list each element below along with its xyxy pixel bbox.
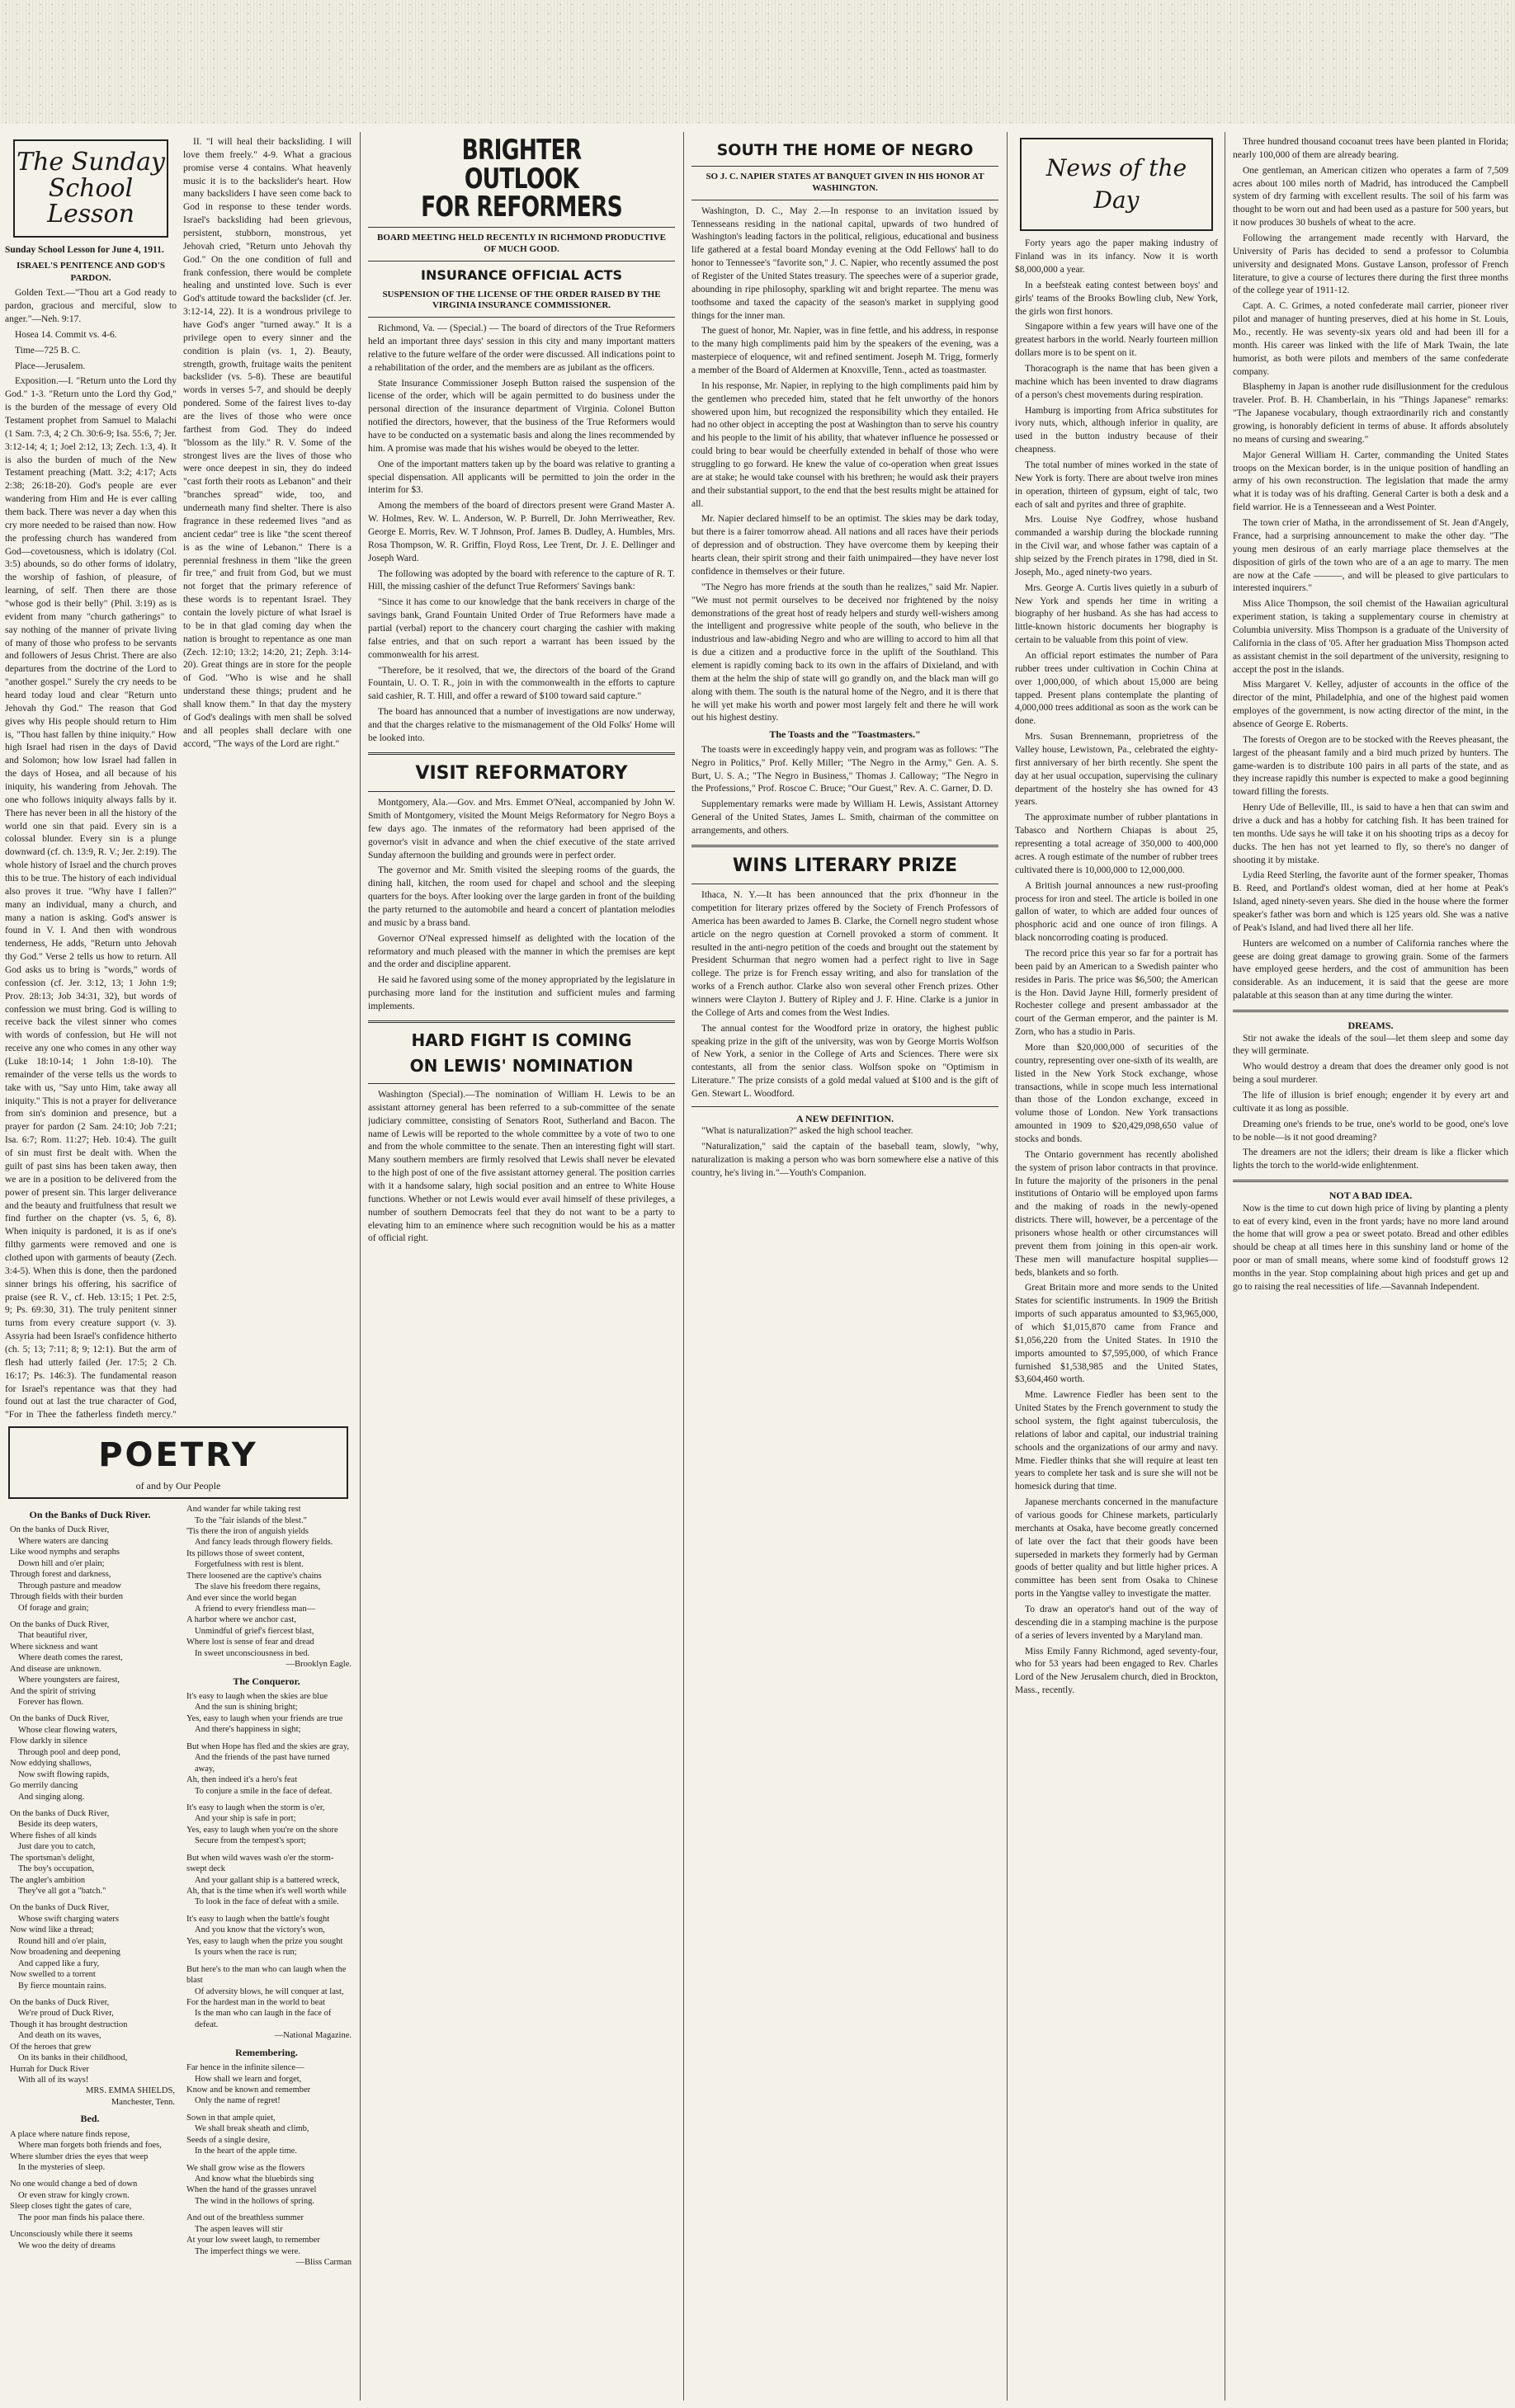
- verse-line: Ah, that is the time when it's well worth while: [186, 1887, 347, 1897]
- dream-item: Who would destroy a dream that does the dreamer only good is not being a soul murderer.: [1233, 1062, 1508, 1086]
- south-p4: Mr. Napier declared himself to be an optimist. The skies may be dark today, but there is a fairer tomorrow ahead. All nations and all races have their periods of depression and of obstruction. They have overcome them by keeping their hearts clean, their spirit strong and their faith unimpaired—they have never lost confidence in themselves or their future.: [691, 514, 998, 577]
- verse-line: The poor man finds his palace there.: [18, 2212, 145, 2222]
- south-heading: SOUTH THE HOME OF NEGRO: [716, 141, 974, 159]
- news-item: The town crier of Matha, in the arrondissement of St. Jean d'Angely, France, had a surprising announcement to make the other day. "The young men desirous of an early marriage place themselves at the disposition of girls of the town who are of a an age to marry. The men are now at the Cafe ———, and will be pleased to give particulars to interested inquirers.": [1233, 518, 1508, 594]
- brighter-p8: The board has announced that a number of investigations are now underway, and that the charges relative to the mismanagement of the Old Folks' Home will be looked into.: [368, 707, 675, 743]
- verse-line: To the "fair islands of the blest.": [195, 1515, 307, 1525]
- poem-conq-sig: —National Magazine.: [274, 2031, 352, 2041]
- verse-line: The imperfect things we were.: [195, 2246, 300, 2256]
- dreams-heading: DREAMS.: [1347, 1020, 1394, 1031]
- ssl-title-2: School Lesson: [47, 173, 135, 229]
- verse-line: When the hand of the grasses unravel: [186, 2185, 317, 2195]
- column-news-cont: [1233, 136, 1508, 2396]
- verse-line: In the heart of the apple time.: [195, 2146, 297, 2156]
- verse-line: With all of its ways!: [18, 2076, 89, 2085]
- news-item: Blasphemy in Japan is another rude disillusionment for the credulous traveler. Prof. B. H. Chamberlain, in his "Things Japanese" remarks: "The Japanese vocabulary, though extraordinarily rich and constantly growing, is honorably deficient in terms of abuse. It affords absolutely no means of cursing and swearing.": [1233, 382, 1508, 445]
- verse-line: And capped like a fury,: [18, 1958, 100, 1968]
- verse-line: And the friends of the past have turned away,: [195, 1753, 330, 1774]
- poem-bed-cont: [182, 1504, 352, 1659]
- poem-rem: [182, 2062, 352, 2257]
- verse-line: They've all got a "batch.": [18, 1887, 106, 1897]
- visit-p3: Governor O'Neal expressed himself as delighted with the location of the reformatory and much pleased with the manner in which the premises are kept and the order and discipline apparent.: [368, 933, 675, 970]
- news-item: A British journal announces a new rust-proofing process for iron and steel. The article is boiled in one gallon of water, to which are added four ounces of phosphoric acid and one ounce of iron filings. A black noncorroding coating is produced.: [1015, 880, 1218, 944]
- verse-line: For the hardest man in the world to beat: [186, 1997, 325, 2007]
- verse-line: On the banks of Duck River,: [10, 1714, 110, 1724]
- verse-line: But here's to the man who can laugh when the blast: [186, 1964, 347, 1986]
- wins-heading: WINS LITERARY PRIZE: [732, 855, 958, 876]
- verse-line: Unconsciously while there it seems: [10, 2230, 133, 2240]
- verse-line: That beautiful river,: [18, 1631, 87, 1641]
- poetry-title: POETRY: [98, 1436, 258, 1475]
- news-item: The record price this year so far for a portrait has been paid by an American to a Swedish painter who resides in Paris. The price was $6,500; the American is the Hon. David Jayne Hill, formerly president of Rochester college and present ambassador at the court of the German emperor, and the painter is M. Zorn, who has a studio in Paris.: [1015, 948, 1218, 1038]
- brighter-p5: The following was adopted by the board with reference to the capture of R. T. Hill, the missing cashier of the defunct True Reformers' Savings bank:: [368, 568, 675, 592]
- news-items: [1015, 238, 1218, 1698]
- news-item: Japanese merchants concerned in the manufacture of various goods for Chinese markets, particularly merchants at Osaka, have become greatly concerned of late over the fact that their goods have been superseded in markets they formerly had by German goods of better quality and but little higher prices. A committee has been sent from Osaka to Chinese ports in the Yangtse valley to investigate the matter.: [1015, 1497, 1218, 1600]
- verse-line: And the spirit of striving: [10, 1686, 96, 1696]
- column-rule: [683, 132, 684, 2401]
- news-item: To draw an operator's hand out of the way of descending die in a stamping machine is the purpose of a series of levers invented by a Maryland man.: [1015, 1605, 1218, 1641]
- verse-line: On the banks of Duck River,: [10, 1525, 110, 1535]
- visit-p2: The governor and Mr. Smith visited the sleeping rooms of the guards, the dining hall, kitchen, the room used for chapel and school and the sleeping quarters for the boys. After looking over the large garden in front of the building the party returned to the automobile and heard a concert of plantation melodies and music by a brass band.: [368, 865, 675, 928]
- ssl-time: Time—725 B. C.: [15, 345, 81, 356]
- verse-line: Of the heroes that grew: [10, 2042, 92, 2052]
- verse-line: And know what the bluebirds sing: [195, 2175, 314, 2184]
- verse-line: Know and be known and remember: [186, 2085, 311, 2095]
- verse-line: Beside its deep waters,: [18, 1820, 98, 1830]
- hard-p1: Washington (Special).—The nomination of William H. Lewis to be an assistant attorney general has been referred to a sub-committee of the senate judiciary committee, consisting of Senators Root, Sutherland and Bacon. The name of Lewis will be reported to the whole committee by a vote of two to one and from the whole committee to the senate. Then an interesting fight will start. Many southern members are firmly resolved that Lewis shall never be elevated to the high post of one of the five assistant attorney general. The position carries with it a handsome salary, high social position and an entree to White House functions. Whether or not Lewis would ever avail himself of these privileges, a number of southern Democrats feel that they do not want to be a party to elevating him to an eminence where such recognition would be his as a matter of official right.: [368, 1090, 675, 1244]
- ssl-heading: ISRAEL'S PENITENCE AND GOD'S PARDON.: [16, 260, 166, 284]
- brighter-h3: INSURANCE OFFICIAL ACTS: [420, 266, 622, 283]
- verse-line: Where slumber dries the eyes that weep: [10, 2151, 149, 2161]
- verse-line: Now swift flowing rapids,: [18, 1769, 110, 1779]
- news-item: More than $20,000,000 of securities of the country, representing over one-sixth of its wealth, are listed in the New York Stock exchange, whose transactions, while in scope much less international than those of the London exchange, exceed in volume those of London. New York transactions amounted in 1909 to $20,429,098,650 value of stocks and bonds.: [1015, 1042, 1218, 1144]
- verse-line: On its banks in their childhood,: [18, 2053, 128, 2063]
- south-p5: "The Negro has more friends at the south than he realizes," said Mr. Napier. "We must not permit ourselves to be deceived nor frightened by the noisy demonstrations of the great host of ready helpers and sturdy well-wishers among the intelligent and progressive white people of the south, who believe in the industrious and law-abiding Negro and who are willing to accord to him all that is due a citizen and a productive force in the uplift of the Southland. This element is rapidly coming back to its own in the affairs of Dixieland, and with them at the helm the ship of state will go grandly on, and the black man will go along with them. The south is the natural home of the Negro, and it is there that he will yet make his worth and power most largely felt and there he will work out his highest destiny.: [691, 582, 998, 723]
- verse-line: We shall break sheath and climb,: [195, 2124, 309, 2134]
- news-item: Miss Alice Thompson, the soil chemist of the Hawaiian agricultural experiment station, is taking a supplementary course in chemistry at Columbia university. Miss Thompson is a graduate of the University of California in the class of '05. After her graduation Miss Thompson acted as assistant chemist in the soil department of the university, resigning to accept the post in the islands.: [1233, 599, 1508, 675]
- verse-line: Of adversity blows, he will conquer at last,: [195, 1986, 344, 1996]
- column-sunday-school: [5, 136, 352, 2396]
- def-p1: "What is naturalization?" asked the high school teacher.: [701, 1126, 913, 1137]
- ssl-place: Place—Jerusalem.: [15, 360, 86, 371]
- verse-line: How shall we learn and forget,: [195, 2074, 302, 2084]
- verse-line: By fierce mountain rains.: [18, 1981, 106, 1991]
- verse-line: The slave his freedom there regains,: [195, 1582, 321, 1592]
- verse-line: And the sun is shining bright;: [195, 1703, 298, 1713]
- news-title-box: [1020, 138, 1213, 231]
- dreams-items: [1233, 1033, 1508, 1174]
- wins-p2: The annual contest for the Woodford prize in oratory, the highest public speaking prize in the gift of the university, was won by George Morris Wolfson of New York, a senior in the College of Arts and Sciences. There were six contestants, all from the senior class. Wolfson spoke on "Optimism in Literature." The prize consists of a gold medal valued at $100 and is the gift of Gen. Stewart L. Woodford.: [691, 1023, 998, 1100]
- verse-line: Far hence in the infinite silence—: [186, 2063, 304, 2073]
- visit-heading: VISIT REFORMATORY: [415, 762, 628, 784]
- dream-item: The life of illusion is brief enough; engender it by every art and cultivate it as long as possible.: [1233, 1090, 1508, 1114]
- verse-line: And disease are unknown.: [10, 1664, 101, 1674]
- verse-line: The angler's ambition: [10, 1875, 86, 1885]
- dream-item: The dreamers are not the idlers; their dream is like a flicker which lights the torch to the world-wide enlightenment.: [1233, 1147, 1508, 1171]
- verse-line: And singing along.: [18, 1792, 85, 1802]
- brighter-p4: Among the members of the board of directors present were Grand Master A. W. Holmes, Rev. W. L. Anderson, W. P. Burrell, Dr. John Merriweather, Rev. George E. Morris, Rev. W. T Johnson, Prof. James B. Dudley, A. Humbles, Mrs. Rosa Thompson, W. R. Griffin, Floyd Ross, Lee Trent, Dr. J. E. Dellinger and Joseph Ward.: [368, 501, 675, 563]
- verse-line: Now eddying shallows,: [10, 1759, 92, 1769]
- notbad-text: Now is the time to cut down high price of living by planting a plenty to eat of every kind, even in the front yards; have no more land around the home that will grow a pea or sweet potato. Bread and other edibles should be cheap at all times here in this sunshiny land or home of the poor or man of small means, where some kind of foodstuff grows 12 months in the year. Stop complaining about high prices and get up and go to raising the real necessities of life.—Savannah Independent.: [1233, 1203, 1508, 1292]
- brighter-deck: BOARD MEETING HELD RECENTLY IN RICHMOND PRODUCTIVE OF MUCH GOOD.: [376, 233, 666, 254]
- verse-line: Where fishes of all kinds: [10, 1831, 97, 1840]
- poetry-col-left: [5, 1504, 175, 2268]
- verse-line: On the banks of Duck River,: [10, 1903, 110, 1913]
- poetry-sub: of and by Our People: [135, 1479, 221, 1491]
- news-item: The forests of Oregon are to be stocked with the Reeves pheasant, the largest of the pheasant family and a bird much prized by hunters. The game-warden is to distribute 100 pairs in all parts of the state, and as they increase rapidly this number is expected to make a good beginning toward filling the forests.: [1233, 734, 1508, 798]
- column-rule: [1007, 132, 1008, 2401]
- def-p2: "Naturalization," said the captain of the baseball team, slowly, "why, naturalization is making a person who was born somewhere else a native of this country, he's living in."—Youth's Companion.: [691, 1142, 998, 1179]
- verse-line: Go merrily dancing: [10, 1781, 78, 1791]
- verse-line: And fancy leads through flowery fields.: [195, 1538, 333, 1548]
- news-title: News of the Day: [1045, 154, 1187, 214]
- verse-line: Through pool and deep pond,: [18, 1747, 120, 1757]
- brighter-p1: Richmond, Va. — (Special.) — The board of directors of the True Reformers held an important three days' session in this city and many important matters relative to the future welfare of the order were discussed. All indications point to a rehabilitation of the order, and the members are as jubilant as the officers.: [368, 323, 675, 373]
- brighter-p6: "Since it has come to our knowledge that the bank receivers in charge of the savings bank, Grand Fountain United Order of True Reformers have made a partial (verbal) report to the chancery court charging the cashier with making false entries, and that on such report a warrant has been issued by the commonwealth for his arrest.: [368, 597, 675, 660]
- brighter-p7: "Therefore, be it resolved, that we, the directors of the board of the Grand Fountain, U. O. T. R., join in with the commonwealth in the efforts to capture said cashier, R. T. Hill, and offer a reward of $100 toward said capture.": [368, 665, 675, 702]
- verse-line: 'Tis there the iron of anguish yields: [186, 1526, 309, 1536]
- verse-line: And there's happiness in sight;: [195, 1725, 301, 1735]
- news-item: Lydia Reed Sterling, the favorite aunt of the former speaker, Thomas B. Reed, and Portland's oldest woman, died at her home at Peak's Island, aged ninety-seven years. She died in the house where the former speaker's father was born and which is 125 years old. She was a native of Peak's Island, and had lived there all her life.: [1233, 870, 1508, 933]
- verse-line: Sleep closes tight the gates of care,: [10, 2202, 132, 2212]
- news-item: Mrs. Susan Brennemann, proprietress of the Valley house, Lewistown, Pa., celebrated the eighty-first anniversary of her birth recently. She spent the day at her usual occupation, supervising the culinary department of the hostelry she has owned for 43 years.: [1015, 732, 1218, 808]
- poem-bed-title: Bed.: [80, 2113, 100, 2125]
- verse-line: And out of the breathless summer: [186, 2213, 304, 2223]
- verse-line: No one would change a bed of down: [10, 2179, 138, 2189]
- verse-line: We shall grow wise as the flowers: [186, 2163, 305, 2173]
- verse-line: We woo the deity of dreams: [18, 2241, 116, 2250]
- poem-rem-title: Remembering.: [235, 2046, 298, 2058]
- ssl-p2: II. "I will heal their backsliding. I will love them freely." 4-9. What a gracious promise verse 4 contains. What heavenly music it is to the backslider's heart. How many backsliders I have seen come back to God in response to these tender words. Israel's backsliding had been grievous, persistent, stubborn, monstrous, yet Jehovah cried, "Return unto Jehovah thy God." On the one condition of full and frank confession, there would be complete healing and unstinted love. Such is ever God's attitude toward the backslider (cf. Jer. 3:12-14, 22). It is a wondrous privilege to have God's anger "turned away." It is a privilege open to every sinner and the condition is plain (vs. 1, 2). Beauty, strength, growth, fruitage waits the penitent backslider (vs. 5-8). These are beautiful words in verses 5-7, and should be deeply pondered. Some of the fairest lives to-day are the lives of those who were once farthest from God. They do indeed "blossom as the lily." R. V. Some of the strongest lives are the lives of those who were once deepest in sin, they do indeed "cast forth their roots as Lebanon" and their "branches spread" wide, too, and underneath many find shelter. There is also fragrance in these redeemed lives "and as ancient cedar" tree is like "the scent thereof is as the wine of Lebanon." There is a perennial freshness in them "like the green fir tree," and fruit from God, but we must not forget that the primary reference of these words is to repentant Israel. They contain the lovely picture of what Israel is to be in that glad coming day when the nation is brought to repentance as one man (Zech. 12:10; 13:2; 14:20, 21; Zeph. 3:14-20). Great things are in store for the people of God. "Who is wise and he shall understand these things; prudent and he shall know them." In that day the mystery of God's dealings with men shall be solved and all peoples shall declare with one accord, "The ways of the Lord are right.": [183, 137, 352, 749]
- verse-line: Whose clear flowing waters,: [18, 1725, 118, 1735]
- verse-line: Though it has brought destruction: [10, 2019, 128, 2029]
- verse-line: Is the man who can laugh in the face of defeat.: [195, 2009, 332, 2029]
- verse-line: Yes, easy to laugh when you're on the shore: [186, 1825, 338, 1835]
- verse-line: Round hill and o'er plain,: [18, 1936, 106, 1946]
- visit-p4: He said he favored using some of the money appropriated by the legislature in purchasing more land for the institution and sufficient mules and farming implements.: [368, 975, 675, 1011]
- news-item: Major General William H. Carter, commanding the United States troops on the Mexican border, is in the unique position of handling an army of his own reconstruction. The legislation that made the army what it is today was of his drafting. General Carter is both a desk and a field warrior. He is a Tennesseean and a West Pointer.: [1233, 450, 1508, 513]
- news-item: An official report estimates the number of Para rubber trees under cultivation in Cochin China at over 1,000,000, of which about 15,000 are being tapped. Present plans contemplate the planting of 4,000,000 trees additional as soon as the work can be done.: [1015, 651, 1218, 727]
- verse-line: Now broadening and deepening: [10, 1948, 120, 1958]
- poem-bed: [5, 2129, 175, 2251]
- poem-duck: [5, 1524, 175, 2085]
- verse-line: Seeds of a single desire,: [186, 2135, 271, 2145]
- poem-rem-sig: —Bliss Carman: [295, 2258, 352, 2268]
- verse-line: The sportsman's delight,: [10, 1853, 95, 1863]
- verse-line: And your gallant ship is a battered wreck,: [195, 1875, 340, 1885]
- news-item: Henry Ude of Belleville, Ill., is said to have a hen that can swim and drive a duck and has a hobby for catching fish. It has been trained for ten months. Ude says he will take it on his shooting trips as a decoy for ducks. The hen has not yet learned to fly, so there's no danger of shooting it by mistake.: [1233, 803, 1508, 865]
- verse-line: Hurrah for Duck River: [10, 2064, 89, 2074]
- verse-line: Where waters are dancing: [18, 1536, 109, 1546]
- def-heading: A NEW DEFINITION.: [795, 1112, 894, 1124]
- news-item: Hunters are welcomed on a number of California ranches where the geese are doing great damage to growing grain. Some of the farmers have employed geese herders, and the cost of ammunition has been considerable. As an inducement, it is said that the geese are more palatable at this season than at any time during the winter.: [1233, 938, 1508, 1001]
- poem-conq-title: The Conqueror.: [233, 1675, 300, 1687]
- verse-line: Just dare you to catch,: [18, 1842, 96, 1852]
- verse-line: We're proud of Duck River,: [18, 2009, 114, 2019]
- verse-line: Through fields with their burden: [10, 1592, 124, 1602]
- news-item: Miss Margaret V. Kelley, adjuster of accounts in the office of the director of the mint, Philadelphia, and one of the highest paid women employes of the government, is now acting director of the mint, in the absence of George E. Roberts.: [1233, 680, 1508, 729]
- ssl-sub: Sunday School Lesson for June 4, 1911.: [5, 245, 164, 255]
- ssl-hosea: Hosea 14. Commit vs. 4-6.: [15, 329, 117, 340]
- poem-conq: [182, 1691, 352, 2030]
- verse-line: It's easy to laugh when the battle's fought: [186, 1914, 330, 1924]
- brighter-h2: FOR REFORMERS: [421, 191, 622, 224]
- verse-line: Secure from the tempest's sport;: [195, 1836, 306, 1846]
- dream-item: Stir not awake the ideals of the soul—let them sleep and some day they will germinate.: [1233, 1033, 1508, 1057]
- verse-line: The wind in the hollows of spring.: [195, 2196, 314, 2206]
- wins-p1: Ithaca, N. Y.—It has been announced that the prix d'honneur in the competition for literary prizes offered by the Society of French Professors of America has been awarded to James B. Clarke, the Cornell negro student whose article on the negro question at Cornell provoked a storm of comment. It resulted in the anti-negro petition of the coeds and brought out the statement by President Schurman that negro women had a perfect right to live in Sage college. The prize is for French essay writing, and also for translation of the works of a French author. Clarke also won several other French prizes. Other winners were Clayton J. Buttery of Ripley and J. F. Hine. Clarke is a junior in the College of Arts and comes from the West Indies.: [691, 890, 998, 1018]
- verse-line: Where youngsters are fairest,: [18, 1675, 120, 1685]
- masthead-texture: [0, 0, 1515, 124]
- verse-line: Through pasture and meadow: [18, 1581, 122, 1590]
- news-item: One gentleman, an American citizen who operates a farm of 7,509 acres about 100 miles north of Madrid, has introduced the Campbell system of dry farming with excellent results. The soil of his farm was thought to be worn out and had been used as a pasture for 500 years, but it now produces 30 bushels of wheat to the acre.: [1233, 165, 1508, 229]
- verse-line: And you know that the victory's won,: [195, 1925, 325, 1935]
- verse-line: Where sickness and want: [10, 1642, 98, 1652]
- verse-line: Forgetfulness with rest is blent.: [195, 1560, 304, 1570]
- verse-line: Its pillows those of sweet content,: [186, 1548, 304, 1558]
- verse-line: On the banks of Duck River,: [10, 1808, 110, 1818]
- verse-line: Now swelled to a torrent: [10, 1970, 96, 1980]
- news-item: Mrs. Louise Nye Godfrey, whose husband commanded a warship during the blockade running in the Civil war, and whose father was captain of a ship seized by the French pirates in 1798, died in St. Joseph, Mo., aged ninety-two years.: [1015, 515, 1218, 577]
- verse-line: At your low sweet laugh, to remember: [186, 2236, 320, 2245]
- verse-line: On the banks of Duck River,: [10, 1997, 110, 2007]
- verse-line: And wander far while taking rest: [186, 1505, 301, 1515]
- verse-line: But when wild waves wash o'er the storm-swept deck: [186, 1853, 334, 1874]
- verse-line: Where lost is sense of fear and dread: [186, 1638, 314, 1647]
- verse-line: Whose swift charging waters: [18, 1914, 119, 1924]
- verse-line: It's easy to laugh when the skies are blue: [186, 1692, 328, 1702]
- news-item: Great Britain more and more sends to the United States for scientific instruments. In 1909 the British imports of such apparatus amounted to $3,965,000, of which $1,015,870 came from France and $1,056,220 from the United States. In 1910 the imports amounted to $7,595,000, of which France furnished $1,538,985 and the United States, $3,604,460 worth.: [1015, 1283, 1218, 1385]
- hard-h1: HARD FIGHT IS COMING: [411, 1030, 632, 1050]
- news-item: Three hundred thousand cocoanut trees have been planted in Florida; nearly 100,000 of them are already bearing.: [1233, 137, 1508, 160]
- verse-line: In the mysteries of sleep.: [18, 2163, 106, 2172]
- south-p1: Washington, D. C., May 2.—In response to an invitation issued by Tennesseans residing in the national capital, upwards of two hundred of Washington's leading factors in the political, religious, educational and business life gathered at a festal board Monday evening at the Odd Fellows' hall to do honor to Tennessee's "favorite son," J. C. Napier, who recently assumed the post of Register of the United States treasury. The speeches were of a superior grade, abounding in ripe philosophy, sparkling wit and bright repartee. The menu was toothsome and taxed the capacity of the season's market in supplying good things for the inner man.: [691, 205, 998, 321]
- news-item: Following the arrangement made recently with Harvard, the University of Paris has decided to send a professor to Columbia university and designated Mons. Gustave Lanson, professor of French literature, to give a course of lectures there during the first three months of the college year of 1911-12.: [1233, 233, 1508, 296]
- verse-line: Like wood nymphs and seraphs: [10, 1548, 120, 1557]
- brighter-deck2: SUSPENSION OF THE LICENSE OF THE ORDER RAISED BY THE VIRGINIA INSURANCE COMMISSIONER.: [382, 289, 661, 311]
- verse-line: It's easy to laugh when the storm is o'er,: [186, 1802, 325, 1812]
- poem-duck-sig1: MRS. EMMA SHIELDS,: [86, 2086, 175, 2096]
- column-south-home: [691, 136, 998, 2396]
- verse-line: A harbor where we anchor cast,: [186, 1615, 296, 1625]
- news-item: Mme. Lawrence Fiedler has been sent to the United States by the French government to study the school system, the fight against tuberculosis, the relations of labor and capital, our industrial training schools and the organizations of our army and navy. Mme. Fiedler thinks that she will require at least ten years to complete her task and is sure she will not be homesick during that time.: [1015, 1390, 1218, 1492]
- verse-line: Where man forgets both friends and foes,: [18, 2141, 162, 2151]
- verse-line: Flow darkly in silence: [10, 1736, 87, 1746]
- poem-duck-sig2: Manchester, Tenn.: [111, 2097, 175, 2107]
- news-items-cont: [1233, 136, 1508, 1003]
- verse-line: There loosened are the captive's chains: [186, 1571, 322, 1581]
- sunday-school-title-box: [13, 139, 168, 238]
- hard-h2: ON LEWIS' NOMINATION: [409, 1056, 634, 1077]
- south-p8: Supplementary remarks were made by William H. Lewis, Assistant Attorney General of the United States, James L. Smith, chairman of the committee on arrangements, and others.: [691, 799, 998, 836]
- ssl-p1: Exposition.—I. "Return unto the Lord thy God." 1-3. "Return unto the Lord thy God," is the burden of the message of every Old Testament prophet from Samuel to Malachi (1 Sam. 7:3, 4; 2 Ch. 30:6-9; Isa. 55:6, 7; Jer. 3:12-14; 4; 1; Joel 2:12, 13; Zech. 1:3, 4). It is also the burden of much of the New Testament preaching (Matt. 3:2; 4:17; Acts 2:38; 26:18-20). God's people are ever wandering from Him and He is ever calling them back. There was never a day when this cry more needed to be raised than now. How the professing church has wandered from God—covetousness, which is idolatry (Col. 3:5) abounds, so do other forms of idolatry, the worship of fashion, of pleasure, of learning, of self. Then there are those "whose god is their belly" (Phil. 3:19) as is evident from many "church gatherings" to say nothing of the manner of private living of many of those who profess to be servants and followers of Jesus Christ. There are also departures from the doctrine of the Lord to "another gospel." Surely the cry needs to be heard today loud and clear "Return unto Jehovah thy God." The reason that God gives why His people should return to Him is, "Thou hast fallen by thine iniquity." How high Israel had risen in the days of David and Solomon; how low Israel had fallen in the days of Hosea, and all because of his iniquity, his wandering from Jehovah. The one who follows iniquity always falls by it. There has never been in all the history of the world one sin that paid. Every sin is a colossal blunder. Every sin is a plunge downward (cf. ch. 13:9, R. V.; Jer. 2:19). The whole history of Israel and the church proves this to be true. The history of each individual also proves it true. "Why have I fallen?" many an individual, many a church, and many a nation is asking. God's answer is found in V. I. And then with wondrous tenderness, He adds, "Return unto Jehovah thy God." Verse 2 tells us how to return. All God asks us to bring is "words," words of confession (cf. Jer. 3:12, 13; 1 John 1:9; Prov. 28:13; Job 34:31, 32), but words of confession we must bring. God is willing to receive back the vilest sinner who comes with words of confession, but He will not receive any one who comes in any other way (Luke 18:10-14; 1 John 1:8-10). The remainder of the verse tells us the words to take with us, "Say unto Him, take away all iniquity." This is not a prayer for deliverance from sin's dominion and presence, but a prayer for pardon (2 Sam. 24:10; Job 7:21; Isa. 6:7; Rom. 11:27; Heb. 10:4). The guilt of sin must first be dealt with. When the guilt of past sins has been taken away, then we are in a position to be delivered from the power of present sin. This larger deliverance and the beauty and fruitfulness that result we find further on the chapter (vs. 5, 6, 8). When iniquity is pardoned, it is as if one's filthy garments were removed and one is clothed upon with garments of beauty (Zech. 3:4-5). When this is done, then the pardoned sinner brings his offering, his sacrifice of praise (see R. V., cf. Heb. 13:15; 1 Pet. 2:5, 9; Ps. 69:30, 31). The truly penitent sinner turns from every creature support (v. 3). Assyria had been Israel's confidence hitherto (ch. 5; 13; 7:11; 8; 9; 12:1). But the arm of flesh had utterly failed (Jer. 17:5; 2 Ch. 16:17; Ps. 146:3). The fundamental reason for Israel's repentance was that they had found out at last the true character of God, "For in Thee the fatherless findeth mercy.": [5, 376, 177, 1420]
- visit-p1: Montgomery, Ala.—Gov. and Mrs. Emmet O'Neal, accompanied by John W. Smith of Montgomery, visited the Mount Meigs Reformatory for Negro Boys a few days ago. The inmates of the reformatory had been apprised of the governor's visit in advance and when the chief executive of the state arrived Sunday afternoon the building and grounds were in perfect order.: [368, 798, 675, 860]
- verse-line: Unmindful of grief's fiercest blast,: [195, 1626, 314, 1636]
- verse-line: Or even straw for kingly crown.: [18, 2190, 130, 2200]
- verse-line: Down hill and o'er plain;: [18, 1558, 105, 1568]
- column-news-of-day: [1015, 136, 1218, 2396]
- verse-line: Now wind like a thread;: [10, 1925, 94, 1935]
- verse-line: Forever has flown.: [18, 1698, 84, 1708]
- verse-line: Yes, easy to laugh when the prize you sought: [186, 1936, 343, 1946]
- poem-bed-sig: —Brooklyn Eagle.: [286, 1660, 352, 1670]
- news-item: Mrs. George A. Curtis lives quietly in a suburb of New York and spends her time in writing a biography of her husband. As she has had access to little-known historic documents her biography is certain to be valuable from this point of view.: [1015, 582, 1218, 646]
- news-item: Singapore within a few years will have one of the greatest harbors in the world. Nearly fourteen million dollars more is to be spent on it.: [1015, 322, 1218, 359]
- brighter-p2: State Insurance Commissioner Joseph Button raised the suspension of the license of the order, which will be again permitted to do business under the personal direction of the insurance department of Virginia. Colonel Button notified the directors, however, that the business of the True Reformers would have to be conducted on a systematic basis and along the lines recommended by him. A promise was made that his wishes would be obeyed to the letter.: [368, 378, 675, 454]
- verse-line: To look in the face of defeat with a smile.: [195, 1897, 339, 1907]
- news-item: The Ontario government has recently abolished the system of prison labor contracts in that province. In future the majority of the prisoners in the penal institutions of Ontario will be employed upon farms and the making of roads in the newly-opened districts. There will, however, be a percentage of the prisoners whose health or other circumstances will prevent them from joining in this open-air work. These men will manufacture hospital supplies—beds, blankets and so forth.: [1015, 1149, 1218, 1278]
- news-item: Miss Emily Fanny Richmond, aged seventy-four, who for 53 years had been engaged to Rev. Charles Lord of the New Jerusalem church, died in Brockton, Mass., recently.: [1015, 1646, 1218, 1696]
- south-p7: The toasts were in exceedingly happy vein, and program was as follows: "The Negro in Politics," Prof. Kelly Miller; "The Negro in the Army," Gen. A. S. Burt, U. S. A.; "The Negro in Business," Thomas J. Calloway; "The Negro in the Professions," Prof. Roscoe C. Bruce; "Our Guest," Rev. A. C. Garner, D. D.: [691, 744, 998, 794]
- poetry-col-right: [182, 1504, 352, 2268]
- verse-line: The boy's occupation,: [18, 1864, 94, 1874]
- verse-line: In sweet unconsciousness in bed.: [195, 1648, 310, 1658]
- verse-line: Where death comes the rarest,: [18, 1653, 123, 1663]
- poem-duck-title: On the Banks of Duck River.: [29, 1509, 151, 1521]
- dream-item: Dreaming one's friends to be true, one's world to be good, one's love to be noble—is it not good dreaming?: [1233, 1119, 1508, 1143]
- news-item: Capt. A. C. Grimes, a noted confederate mail carrier, pioneer river pilot and manager of hunting preserves, died at his home in St. Louis, Mo., recently. He was seventy-six years old and had been ill for a month. His career was linked with the life of Mark Twain, the late humorist, as both were pilots and members of the same confederate company.: [1233, 301, 1508, 377]
- verse-line: Is yours when the race is run;: [195, 1948, 297, 1958]
- verse-line: Of forage and grain;: [18, 1603, 89, 1613]
- ssl-golden: Golden Text.—"Thou art a God ready to pardon, gracious and merciful, slow to anger."—Neh. 9:17.: [5, 288, 177, 324]
- verse-line: Sown in that ample quiet,: [186, 2113, 276, 2123]
- verse-line: And your ship is safe in port;: [195, 1814, 296, 1824]
- verse-line: On the banks of Duck River,: [10, 1619, 110, 1629]
- verse-line: Ah, then indeed it's a hero's feat: [186, 1775, 298, 1785]
- verse-line: A friend to every friendless man—: [195, 1605, 316, 1614]
- brighter-p3: One of the important matters taken up by the board was relative to granting a special dispensation. All applicants will be permitted to join the order in the interim for $3.: [368, 459, 675, 496]
- ssl-title-1: The Sunday: [17, 148, 165, 177]
- news-item: Hamburg is importing from Africa substitutes for ivory nuts, which, although inferior in quality, are used in the button industry because of their cheapness.: [1015, 405, 1218, 455]
- verse-line: A place where nature finds repose,: [10, 2129, 130, 2139]
- verse-line: To conjure a smile in the face of defeat.: [195, 1786, 333, 1796]
- column-brighter-outlook: [368, 136, 675, 2396]
- south-p2: The guest of honor, Mr. Napier, was in fine fettle, and his address, in response to the many high compliments paid him by the speakers of the evening, was a masterpiece of eloquence, wit and refined sentiment. Joseph M. Trigg, formerly a member of the Board of Aldermen at Knoxville, Tenn., acted as toastmaster.: [691, 326, 998, 376]
- column-rule: [360, 132, 361, 2401]
- verse-line: Through forest and darkness,: [10, 1570, 111, 1580]
- poetry-box: [8, 1426, 348, 1499]
- brighter-h1: BRIGHTER OUTLOOK: [461, 136, 582, 196]
- news-item: Thoracograph is the name that has been given a machine which has been invented to draw diagrams of a person's chest movements during respiration.: [1015, 363, 1218, 400]
- verse-line: And death on its waves,: [18, 2031, 101, 2041]
- south-p6: The Toasts and the "Toastmasters.": [769, 728, 921, 741]
- south-deck: SO J. C. NAPIER STATES AT BANQUET GIVEN IN HIS HONOR AT WASHINGTON.: [706, 172, 984, 193]
- verse-line: The aspen leaves will stir: [195, 2224, 283, 2234]
- notbad-heading: NOT A BAD IDEA.: [1329, 1190, 1413, 1202]
- verse-line: But when Hope has fled and the skies are gray,: [186, 1741, 350, 1751]
- verse-line: And ever since the world began: [186, 1593, 297, 1603]
- verse-line: Only the name of regret!: [195, 2096, 281, 2106]
- south-p3: In his response, Mr. Napier, in replying to the high compliments paid him by the gentlemen who preceded him, stated that he felt unworthy of the honors showered upon him, but recognized the responsibility which they entailed. He had no other object in accepting the post at Washington than to serve his country and his people to the limit of his ability, that whatever influence he possessed or could bring to bear would be cheerfully extended in behalf of those who were struggling to go forward. He knew the value of co-operation when great issues are at stake; he would take counsel with his brethren; he would ask their prayers and their substantial support, to the end that the best results might be attained for all.: [691, 380, 998, 509]
- verse-line: Yes, easy to laugh when your friends are true: [186, 1713, 343, 1723]
- news-item: The total number of mines worked in the state of New York is forty. There are about twelve iron mines in operation, thirteen of gypsum, eight of talc, two each of salt and pyrites and three of graphite.: [1015, 460, 1218, 510]
- news-item: Forty years ago the paper making industry of Finland was in its infancy. Now it is worth $8,000,000 a year.: [1015, 238, 1218, 275]
- news-item: The approximate number of rubber plantations in Tabasco and Northern Chiapas is about 25, representing a total acreage of 350,000 to 400,000 acres. A rough estimate of the number of rubber trees cultivated there is 10,000,000 to 12,000,000.: [1015, 813, 1218, 875]
- news-item: In a beefsteak eating contest between boys' and girls' teams of the Brooks Bowling club, New York, the girls won first honors.: [1015, 280, 1218, 317]
